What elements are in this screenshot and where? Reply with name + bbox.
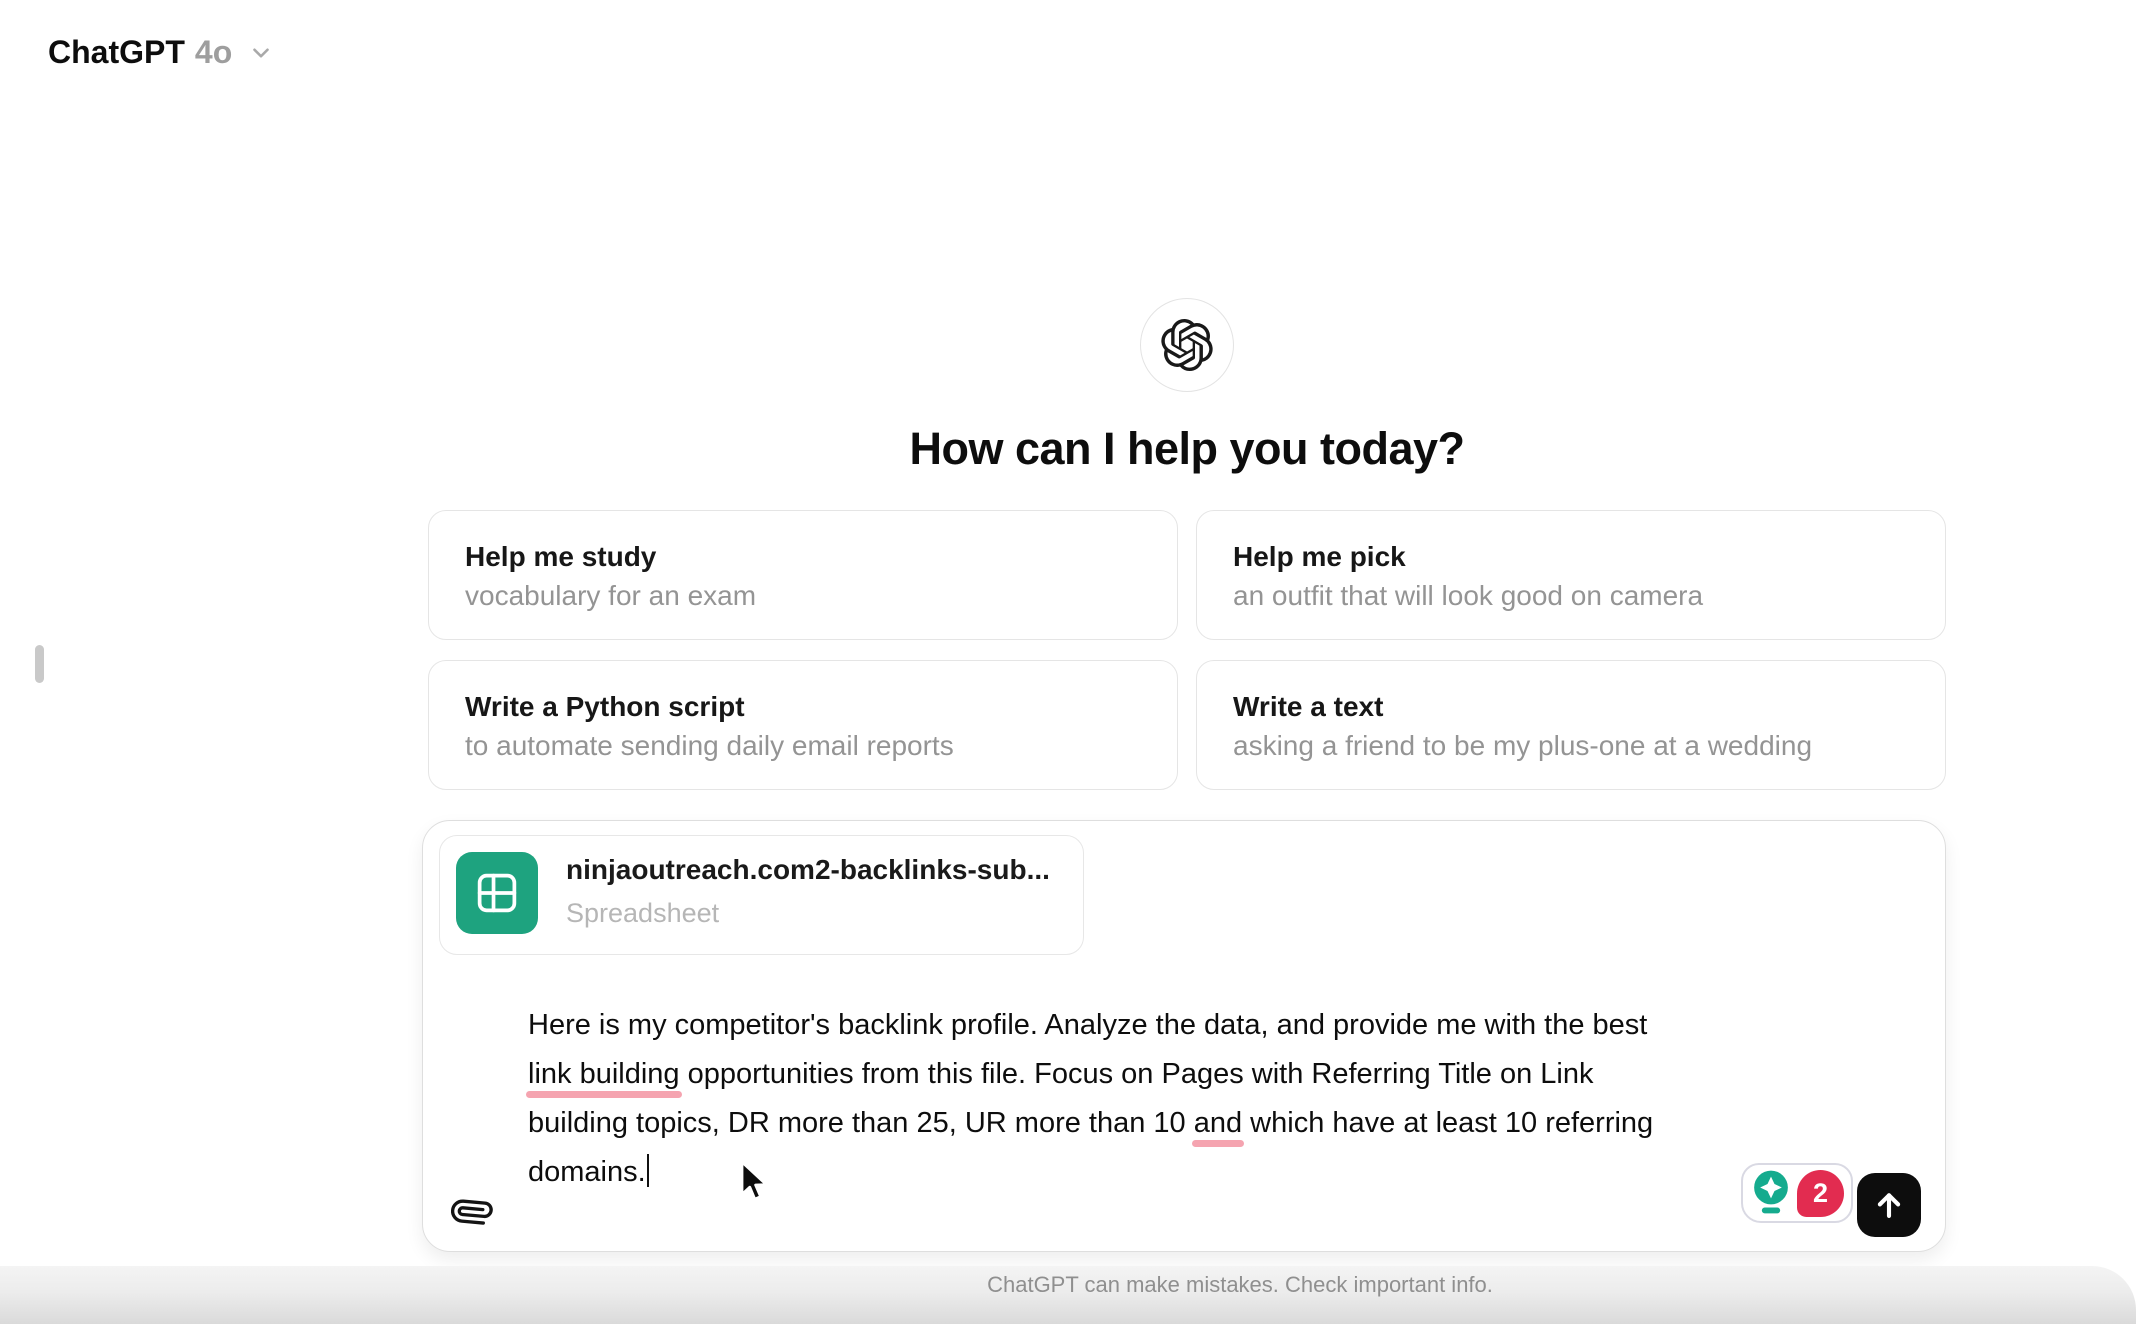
- suggestion-title: Write a Python script: [465, 691, 745, 722]
- suggestion-title: Help me pick: [1233, 541, 1406, 572]
- sidebar-toggle-handle[interactable]: [35, 645, 44, 683]
- spreadsheet-icon: [456, 852, 538, 934]
- disclaimer-text: ChatGPT can make mistakes. Check important info.: [987, 1272, 1493, 1297]
- model-switcher[interactable]: [48, 34, 274, 71]
- attach-file-button[interactable]: [449, 1189, 495, 1235]
- paperclip-icon: [444, 1184, 500, 1240]
- prompt-line-3b: which have at least 10 referring: [1242, 1107, 1654, 1139]
- attachment-filename: ninjaoutreach.com2-backlinks-sub...: [566, 854, 1050, 885]
- chevron-down-icon: [248, 40, 274, 66]
- prompt-misspelled-and: and: [1193, 1107, 1243, 1139]
- lightbulb-icon: [1749, 1168, 1793, 1218]
- suggestion-card-text[interactable]: [1196, 660, 1946, 790]
- text-caret: [647, 1154, 650, 1187]
- prompt-line-4: domains.: [528, 1156, 646, 1188]
- attachment-type: Spreadsheet: [566, 898, 720, 928]
- attachment-chip[interactable]: [439, 835, 1084, 955]
- suggestion-count-badge: 2: [1797, 1170, 1844, 1217]
- page-title: How can I help you today?: [909, 423, 1465, 474]
- prompt-line-2: opportunities from this file. Focus on Pages with Referring Title on Link: [679, 1058, 1594, 1090]
- prompt-misspelled-link-building: link building: [528, 1058, 680, 1090]
- suggestion-title: Help me study: [465, 541, 657, 572]
- suggestion-subtitle: vocabulary for an exam: [465, 580, 757, 611]
- prompt-line-3a: building topics, DR more than 25, UR more than 10: [528, 1107, 1194, 1139]
- prompt-textarea[interactable]: [528, 1001, 1828, 1197]
- suggestion-card-study[interactable]: [428, 510, 1178, 640]
- suggestion-subtitle: to automate sending daily email reports: [465, 730, 954, 761]
- send-arrow-icon: [1872, 1188, 1906, 1222]
- message-composer: [422, 820, 1946, 1252]
- suggestion-subtitle: asking a friend to be my plus-one at a wedding: [1233, 730, 1813, 761]
- prompt-line-1: Here is my competitor's backlink profile. Analyze the data, and provide me with the best: [528, 1009, 1648, 1041]
- model-name: 4o: [194, 34, 233, 70]
- suggestion-card-python[interactable]: [428, 660, 1178, 790]
- suggestion-card-pick[interactable]: [1196, 510, 1946, 640]
- suggestion-title: Write a text: [1233, 691, 1384, 722]
- openai-logo: [1140, 298, 1234, 392]
- app-name: ChatGPT: [48, 34, 185, 70]
- suggestion-subtitle: an outfit that will look good on camera: [1233, 580, 1704, 611]
- send-button[interactable]: [1857, 1173, 1921, 1237]
- grammarly-assistant-widget[interactable]: [1741, 1163, 1853, 1223]
